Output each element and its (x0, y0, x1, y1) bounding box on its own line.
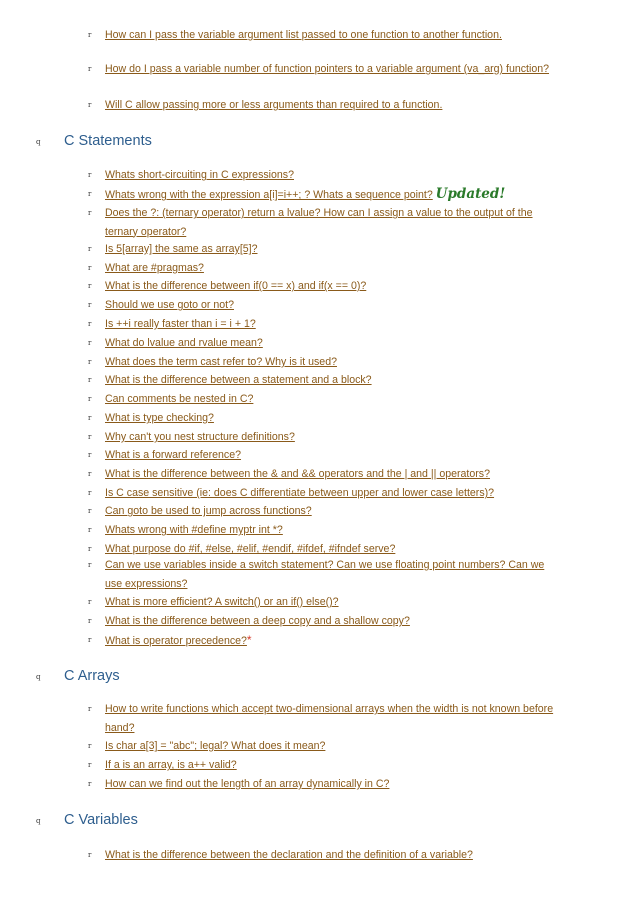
faq-link[interactable]: What is the difference between the declaration and the definition of a variable? (105, 849, 473, 861)
list-item (88, 446, 558, 465)
faq-link[interactable]: How can I pass the variable argument list passed to one function to another function. (105, 29, 502, 41)
list-item (88, 240, 558, 259)
faq-link[interactable]: Whats short-circuiting in C expressions? (105, 169, 294, 181)
faq-link[interactable]: Is 5[array] the same as array[5]? (105, 243, 258, 255)
faq-link[interactable]: What is more efficient? A switch() or an if() else()? (105, 596, 339, 608)
list-item (88, 521, 558, 540)
faq-link[interactable]: Whats wrong with the expression a[i]=i++; ? Whats a sequence point? (105, 189, 433, 201)
bullet-icon: r (88, 636, 92, 644)
bullet-icon: r (88, 561, 92, 569)
bullet-icon: r (88, 171, 92, 179)
faq-link[interactable]: Can comments be nested in C? (105, 393, 254, 405)
list-item (88, 756, 558, 775)
list-item (88, 556, 558, 593)
bullet-icon: r (88, 742, 92, 750)
list-item (88, 60, 558, 79)
bullet-icon: r (88, 358, 92, 366)
list-item (88, 26, 558, 45)
bullet-icon: r (88, 245, 92, 253)
faq-link[interactable]: Will C allow passing more or less arguments than required to a function. (105, 99, 443, 111)
faq-link[interactable]: Is char a[3] = "abc"; legal? What does it mean? (105, 740, 326, 752)
faq-link[interactable]: Can goto be used to jump across functions? (105, 505, 312, 517)
bullet-icon: r (88, 65, 92, 73)
list-item (88, 259, 558, 278)
list-item (88, 502, 558, 521)
bullet-icon: r (88, 545, 92, 553)
bullet-icon: r (88, 264, 92, 272)
faq-link[interactable]: How to write functions which accept two-dimensional arrays when the width is not known before hand? (105, 703, 554, 734)
faq-link[interactable]: What is the difference between a statement and a block? (105, 374, 372, 386)
faq-link[interactable]: How do I pass a variable number of function pointers to a variable argument (va_arg) function? (105, 63, 550, 75)
faq-link[interactable]: Is ++i really faster than i = i + 1? (105, 318, 256, 330)
new-star-icon: * (246, 633, 252, 647)
faq-link[interactable]: What is the difference between the & and && operators and the | and || operators? (105, 468, 490, 480)
list-item (88, 737, 558, 756)
faq-link[interactable]: What is a forward reference? (105, 449, 242, 461)
bullet-icon: r (88, 851, 92, 859)
bullet-icon: r (88, 101, 92, 109)
list-item (88, 428, 558, 447)
list-item (88, 166, 558, 185)
square-bullet-icon: q (36, 673, 41, 681)
bullet-icon: r (88, 414, 92, 422)
bullet-icon: r (88, 282, 92, 290)
bullet-icon: r (88, 780, 92, 788)
bullet-icon: r (88, 339, 92, 347)
faq-link[interactable]: What do lvalue and rvalue mean? (105, 337, 263, 349)
bullet-icon: r (88, 433, 92, 441)
list-item (88, 631, 558, 651)
bullet-icon: r (88, 376, 92, 384)
list-item (88, 204, 558, 241)
bullet-icon: r (88, 761, 92, 769)
section-heading-c-variables (36, 810, 138, 830)
list-item (88, 353, 558, 372)
bullet-icon: r (88, 31, 92, 39)
list-item (88, 465, 558, 484)
list-item (88, 409, 558, 428)
section-heading-c-arrays (36, 666, 120, 686)
faq-link[interactable]: Should we use goto or not? (105, 299, 234, 311)
updated-badge: Updated! (435, 186, 506, 202)
list-item (88, 484, 558, 503)
faq-link[interactable]: How can we find out the length of an array dynamically in C? (105, 778, 390, 790)
bullet-icon: r (88, 451, 92, 459)
faq-link[interactable]: What is the difference between a deep copy and a shallow copy? (105, 615, 410, 627)
list-item (88, 371, 558, 390)
faq-link[interactable]: Can we use variables inside a switch statement? Can we use floating point numbers? Can we use expressions? (105, 559, 545, 590)
bullet-icon: r (88, 301, 92, 309)
list-item (88, 700, 558, 737)
section-title: C Variables (64, 812, 138, 828)
faq-link-row (105, 631, 558, 651)
faq-link[interactable]: What does the term cast refer to? Why is it used? (105, 356, 337, 368)
bullet-icon: r (88, 526, 92, 534)
bullet-icon: r (88, 470, 92, 478)
faq-link[interactable]: What is the difference between if(0 == x) and if(x == 0)? (105, 280, 367, 292)
faq-link[interactable]: What is type checking? (105, 412, 214, 424)
bullet-icon: r (88, 617, 92, 625)
list-item (88, 296, 558, 315)
faq-link[interactable]: If a is an array, is a++ valid? (105, 759, 237, 771)
list-item (88, 315, 558, 334)
faq-link[interactable]: Whats wrong with #define myptr int *? (105, 524, 283, 536)
list-item (88, 334, 558, 353)
section-title: C Arrays (64, 668, 120, 684)
list-item (88, 390, 558, 409)
list-item (88, 775, 558, 794)
list-item (88, 612, 558, 631)
list-item (88, 846, 558, 865)
list-item (88, 593, 558, 612)
section-title: C Statements (64, 133, 152, 149)
faq-link-row (105, 185, 558, 205)
bullet-icon: r (88, 598, 92, 606)
list-item (88, 96, 558, 115)
bullet-icon: r (88, 489, 92, 497)
bullet-icon: r (88, 320, 92, 328)
bullet-icon: r (88, 190, 92, 198)
bullet-icon: r (88, 507, 92, 515)
square-bullet-icon: q (36, 138, 41, 146)
faq-link[interactable]: What is operator precedence? (105, 635, 247, 647)
faq-link[interactable]: Does the ?: (ternary operator) return a lvalue? How can I assign a value to the output of the ternary operator? (105, 207, 533, 238)
list-item (88, 277, 558, 296)
bullet-icon: r (88, 705, 92, 713)
bullet-icon: r (88, 209, 92, 217)
faq-link[interactable]: Is C case sensitive (ie: does C differentiate between upper and lower case letters)? (105, 487, 495, 499)
faq-link[interactable]: What are #pragmas? (105, 262, 204, 274)
bullet-icon: r (88, 395, 92, 403)
faq-link[interactable]: What purpose do #if, #else, #elif, #endif, #ifdef, #ifndef serve? (105, 543, 396, 555)
list-item (88, 185, 558, 205)
faq-link[interactable]: Why can't you nest structure definitions? (105, 431, 295, 443)
square-bullet-icon: q (36, 817, 41, 825)
section-heading-c-statements (36, 131, 152, 151)
